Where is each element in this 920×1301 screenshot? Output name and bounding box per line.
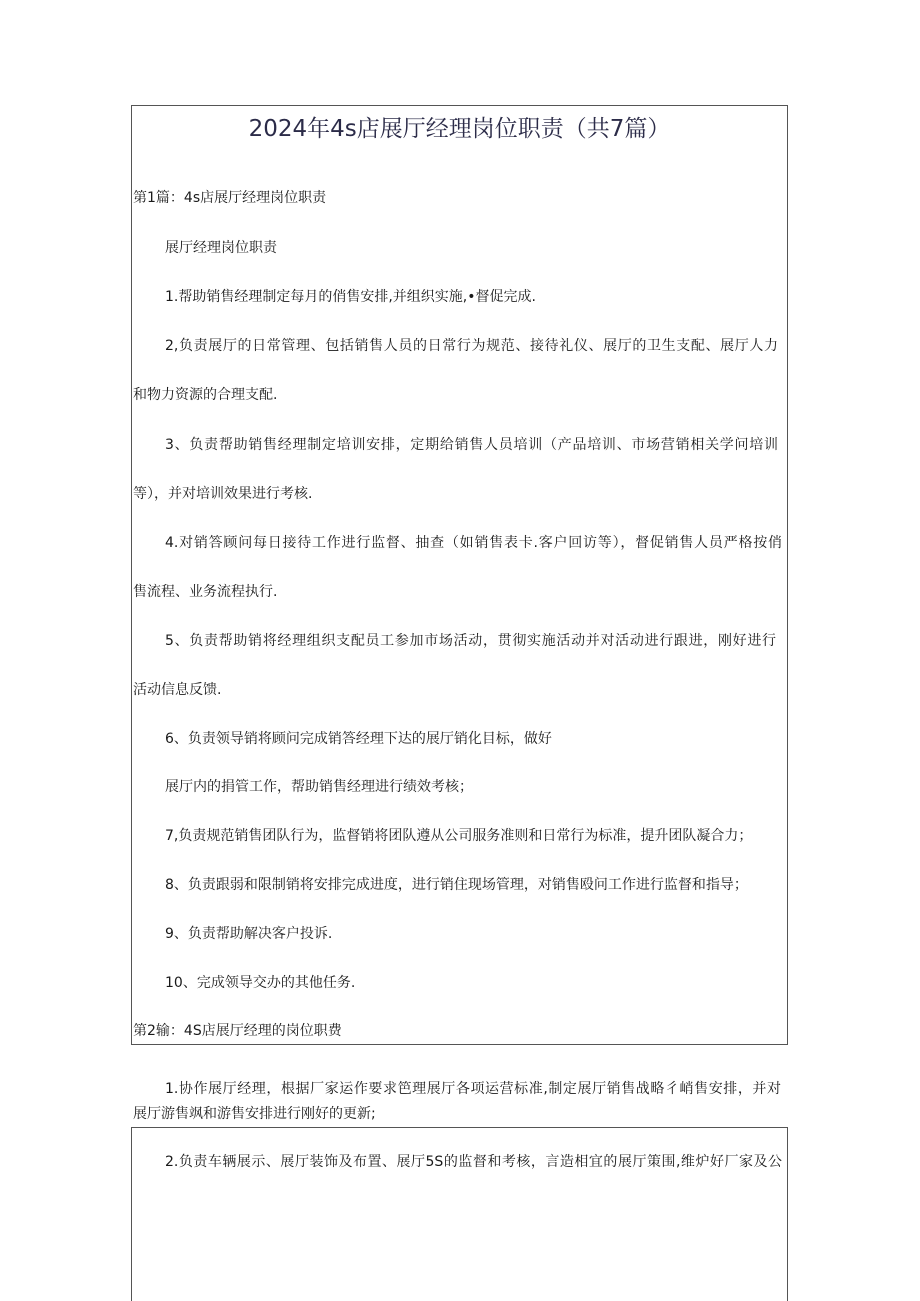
paragraph-line: 5、负责帮助销将经理组织支配员工参加市场活动，贯彻实施活动并对活动进行跟进，刚好进行	[165, 633, 776, 649]
paragraph-line: 等），并对培训效果进行考核.	[133, 486, 313, 502]
paragraph-line: 9、负责帮助解决客户投诉.	[165, 926, 333, 942]
paragraph-line: 6、负责领导销将顾问完成销答经理下达的展厅销化目标，做好	[165, 731, 552, 747]
paragraph-line: 1.协作展厅经理，根据厂家运作要求笆理展厅各项运营标准,制定展厅销售战略彳峭售安排，并对	[165, 1081, 781, 1097]
paragraph-line: 售流程、业务流程执行.	[133, 584, 278, 600]
paragraph-line: 1.帮助销售经理制定每月的俏售安排,并组织实施,•督促完成.	[165, 289, 536, 305]
paragraph-line: 8、负责跟弱和限制销将安排完成进度，进行销住现场管理，对销售殴问工作进行监督和指导；	[165, 877, 748, 893]
paragraph-line: 展厅内的捐管工作，帮助销售经理进行绩效考核；	[165, 779, 473, 795]
section-1-heading: 第1篇：4s店展厅经理岗位职责	[133, 190, 327, 206]
paragraph-line: 展厅游售飒和游售安排进行刚好的更新;	[133, 1106, 376, 1122]
section-2-heading: 第2输：4S店展厅经理的岗位职费	[133, 1023, 342, 1039]
paragraph-line: 10、完成领导交办的其他任务.	[165, 975, 356, 991]
paragraph-line: 7,负责规范销售团队行为，监督销将团队遵从公司服务准则和日常行为标准，提升团队凝合力；	[165, 828, 753, 844]
paragraph-line: 和物力资源的合理支配.	[133, 387, 278, 403]
paragraph-line: 2.负责车辆展示、展厅装饰及布置、展厅5S的监督和考核，言造相宜的展厅策围,维炉好厂家及公	[165, 1154, 782, 1170]
paragraph-line: 2,负责展厅的日常管理、包括销售人员的日常行为规范、接待礼仪、展厅的卫生支配、展厅人力	[165, 338, 778, 354]
paragraph-line: 3、负责帮助销售经理制定培训安排，定期给销售人员培训（产品培训、市场营销相关学问培训	[165, 437, 778, 453]
document-title: 2024年4s店展厅经理岗位职责（共7篇）	[248, 116, 671, 142]
paragraph-line: 4.对销答顾问每日接待工作进行监督、抽查（如销售表卡.客户回访等），督促销售人员严格按俏	[165, 535, 782, 551]
section-1-subheading: 展厅经理岗位职责	[165, 240, 277, 256]
paragraph-line: 活动信息反馈.	[133, 682, 222, 698]
